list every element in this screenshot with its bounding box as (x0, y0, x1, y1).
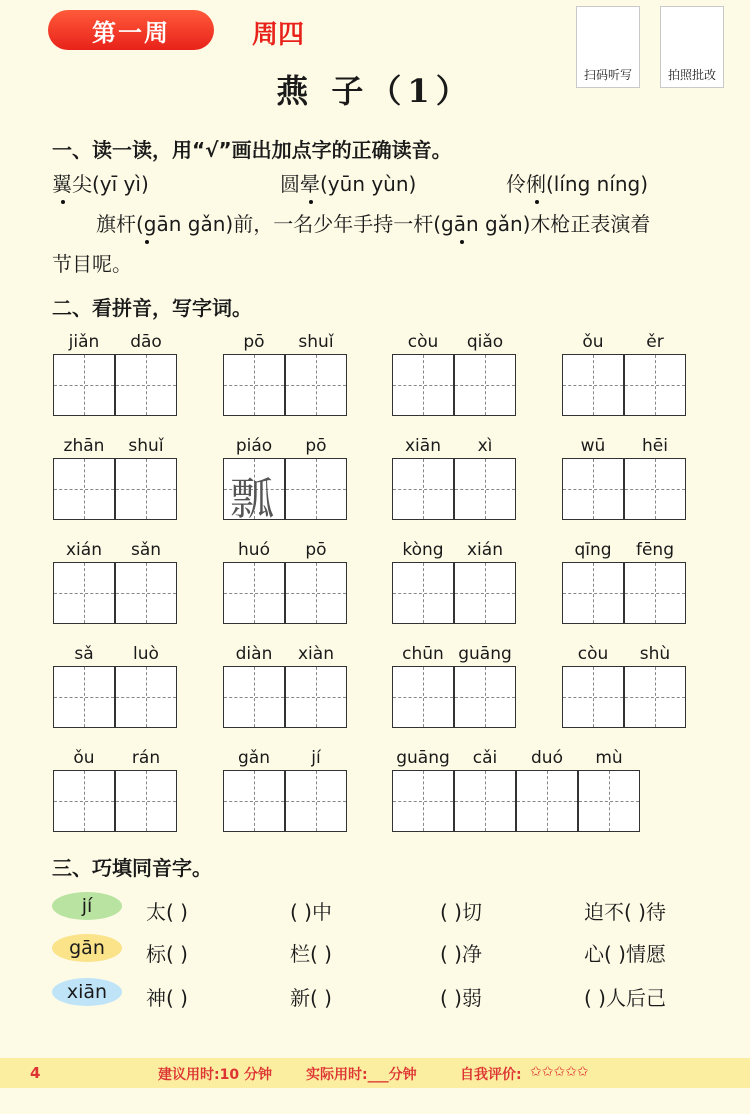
pinyin-label: wū (580, 436, 606, 456)
writing-box[interactable] (285, 458, 347, 520)
rating-stars[interactable]: ✩✩✩✩✩ (530, 1064, 589, 1080)
pinyin-label: zhān (63, 436, 105, 456)
fill-blank-item[interactable]: 心( )情愿 (584, 942, 666, 966)
fill-blank-item[interactable]: 迫不( )待 (584, 900, 666, 924)
writing-box[interactable] (624, 354, 686, 416)
writing-box[interactable] (392, 458, 454, 520)
pinyin-label: jí (311, 748, 321, 768)
pinyin-label: shù (639, 644, 671, 664)
pinyin-label: chūn (402, 644, 444, 664)
writing-box[interactable] (454, 666, 516, 728)
pinyin-label: guāng (396, 748, 450, 768)
writing-box[interactable] (454, 458, 516, 520)
pinyin-oval: jí (52, 892, 122, 920)
writing-box[interactable] (562, 666, 624, 728)
pinyin-label: pō (243, 332, 265, 352)
pinyin-label: cǎi (472, 748, 498, 768)
section3-heading: 三、巧填同音字。 (52, 856, 212, 880)
pinyin-label: jiǎn (68, 332, 100, 352)
pinyin-label: mù (595, 748, 623, 768)
s1-item-1: 翼尖(yī yì) (52, 172, 149, 196)
pinyin-label: huó (238, 540, 270, 560)
week-badge: 第一周 (48, 10, 214, 50)
pinyin-label: pō (305, 436, 327, 456)
fill-blank-item[interactable]: ( )弱 (440, 986, 482, 1010)
pinyin-label: dāo (130, 332, 162, 352)
suggested-time: 建议用时:10 分钟 (158, 1067, 272, 1083)
fill-blank-item[interactable]: 新( ) (290, 986, 332, 1010)
writing-box[interactable] (223, 354, 285, 416)
s1-line-3: 节目呢。 (52, 252, 132, 276)
pinyin-label: ǒu (582, 332, 604, 352)
writing-box[interactable] (115, 354, 177, 416)
writing-box[interactable] (454, 354, 516, 416)
s1-line-2: 旗杆(gān gǎn)前，一名少年手持一杆(gān gǎn)木枪正表演着 (96, 212, 651, 236)
writing-box[interactable] (223, 458, 285, 525)
pinyin-label: piáo (235, 436, 273, 456)
writing-box[interactable] (624, 562, 686, 624)
writing-box[interactable] (624, 458, 686, 520)
footer-bar (0, 1058, 750, 1088)
lesson-title: 燕 子（1） (276, 72, 474, 110)
section1-heading: 一、读一读，用“√”画出加点字的正确读音。 (52, 138, 452, 162)
writing-box[interactable] (562, 458, 624, 520)
writing-box[interactable] (562, 562, 624, 624)
fill-blank-item[interactable]: 神( ) (146, 986, 188, 1010)
pinyin-label: xián (467, 540, 503, 560)
pinyin-label: còu (577, 644, 609, 664)
actual-time: 实际用时:___分钟 (306, 1067, 417, 1083)
writing-box[interactable] (53, 562, 115, 624)
qr-grading-label: 拍照批改 (667, 68, 716, 82)
pinyin-oval: xiān (52, 978, 122, 1006)
writing-box[interactable] (223, 666, 285, 728)
s1-item-3: 伶俐(líng níng) (506, 172, 649, 196)
pinyin-label: pō (305, 540, 327, 560)
writing-box[interactable] (454, 770, 516, 832)
writing-box[interactable] (223, 562, 285, 624)
pinyin-label: sǎ (74, 644, 94, 664)
qr-dictation-label: 扫码听写 (583, 68, 632, 82)
pinyin-label: guāng (458, 644, 512, 664)
fill-blank-item[interactable]: ( )切 (440, 900, 482, 924)
pinyin-label: shuǐ (128, 436, 164, 456)
writing-box[interactable] (624, 666, 686, 728)
pinyin-label: xiān (405, 436, 441, 456)
pinyin-label: shuǐ (298, 332, 334, 352)
writing-box[interactable] (115, 562, 177, 624)
pinyin-label: rán (131, 748, 161, 768)
fill-blank-item[interactable]: 太( ) (146, 900, 188, 924)
writing-box[interactable] (562, 354, 624, 416)
writing-box[interactable] (516, 770, 578, 832)
fill-blank-item[interactable]: ( )净 (440, 942, 482, 966)
pinyin-label: ěr (646, 332, 664, 352)
pinyin-label: fēng (635, 540, 674, 560)
pinyin-label: gǎn (238, 748, 270, 768)
pinyin-label: qiǎo (466, 332, 504, 352)
pinyin-label: luò (133, 644, 159, 664)
pinyin-label: hēi (642, 436, 668, 456)
pinyin-label: qīng (574, 540, 612, 560)
writing-box[interactable] (392, 354, 454, 416)
self-evaluation-label: 自我评价: (460, 1067, 522, 1083)
day-label: 周四 (252, 20, 305, 50)
section2-heading: 二、看拼音，写字词。 (52, 296, 252, 320)
writing-box[interactable] (285, 354, 347, 416)
writing-box[interactable] (285, 666, 347, 728)
writing-box[interactable] (53, 666, 115, 728)
page-number: 4 (30, 1064, 41, 1082)
pinyin-label: diàn (235, 644, 273, 664)
fill-blank-item[interactable]: ( )中 (290, 900, 332, 924)
pinyin-label: xì (477, 436, 493, 456)
writing-box[interactable] (285, 770, 347, 832)
pinyin-label: còu (407, 332, 439, 352)
writing-box[interactable] (53, 770, 115, 832)
writing-box[interactable] (115, 458, 177, 520)
pinyin-oval: gān (52, 934, 122, 962)
s1-item-2: 圆晕(yūn yùn) (280, 172, 417, 196)
writing-box[interactable] (578, 770, 640, 832)
pinyin-label: kòng (402, 540, 444, 560)
writing-box[interactable] (223, 770, 285, 832)
writing-box[interactable] (392, 666, 454, 728)
pinyin-label: sǎn (130, 540, 162, 560)
writing-box[interactable] (115, 770, 177, 832)
pinyin-label: xiàn (298, 644, 334, 664)
writing-box[interactable] (392, 770, 454, 832)
fill-blank-item[interactable]: ( )人后己 (584, 986, 666, 1010)
writing-box[interactable] (53, 458, 115, 520)
pinyin-label: ǒu (73, 748, 95, 768)
writing-box[interactable] (454, 562, 516, 624)
pinyin-label: duó (531, 748, 563, 768)
sample-character: 瓢 (230, 474, 274, 525)
fill-blank-item[interactable]: 标( ) (146, 942, 188, 966)
writing-box[interactable] (392, 562, 454, 624)
pinyin-label: xián (66, 540, 102, 560)
writing-box[interactable] (53, 354, 115, 416)
writing-box[interactable] (285, 562, 347, 624)
writing-box[interactable] (115, 666, 177, 728)
fill-blank-item[interactable]: 栏( ) (290, 942, 332, 966)
